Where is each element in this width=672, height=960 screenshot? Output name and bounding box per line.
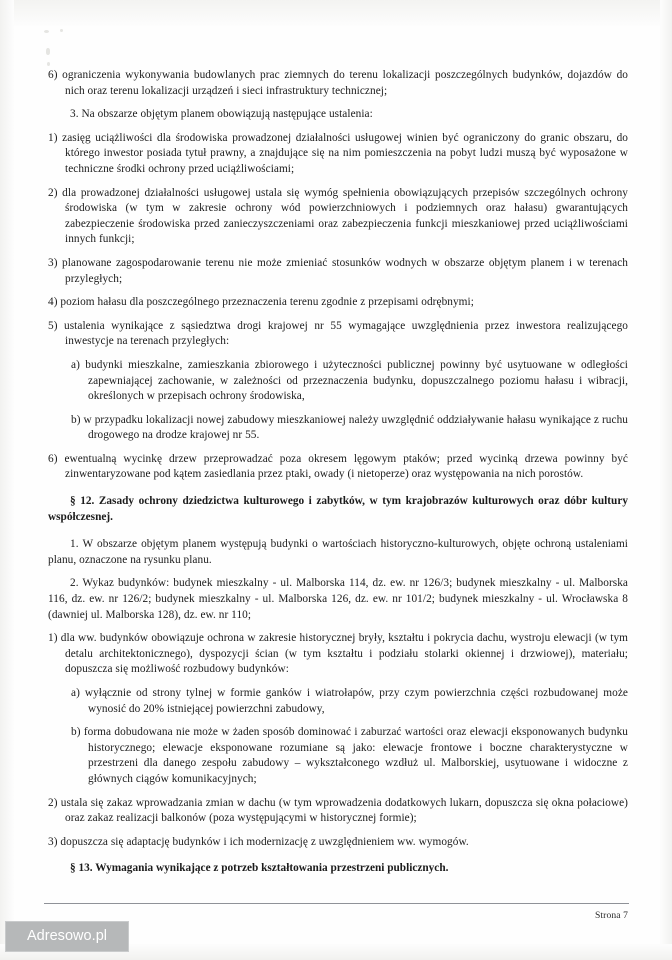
- section-heading-par-12: § 12. Zasady ochrony dziedzictwa kulturowego i zabytków, w tym krajobrazów kulturowych oraz dóbr kultury współczesnej.: [48, 495, 628, 523]
- scan-speck: [46, 48, 50, 55]
- document-text-body: [48, 68, 628, 885]
- paragraph: 2) dla prowadzonej działalności usługowej ustala się wymóg spełnienia obowiązujących przepisów szczególnych ochrony środowiska (w tym w zakresie ochrony wód powierzchniowych i podziemnych oraz hałasu) gwarantujących zabezpieczenie środowiska przed zanieczyszczeniami oraz zabezpieczenia funkcji mieszkaniowej przed uciążliwościami innych funkcji;: [48, 186, 628, 246]
- section-heading-par-13: § 13. Wymagania wynikające z potrzeb kształtowania przestrzeni publicznych.: [70, 862, 449, 875]
- scan-edge-left: [0, 0, 14, 960]
- paragraph: 4) poziom hałasu dla poszczególnego przeznaczenia terenu zgodnie z przepisami odrębnymi;: [48, 296, 474, 309]
- paragraph: a) wyłącznie od strony tylnej w formie ganków i wiatrołapów, przy czym powierzchnia części rozbudowanej może wynosić do 20% istniejącej powierzchni zabudowy,: [71, 687, 628, 715]
- paragraph: 6) ograniczenia wykonywania budowlanych prac ziemnych do terenu lokalizacji poszczególnych budynków, dojazdów do nich oraz terenu lokalizacji urządzeń i sieci infrastruktury technicznej;: [48, 69, 628, 97]
- paragraph: 1) zasięg uciążliwości dla środowiska prowadzonej działalności usługowej winien być ograniczony do granic obszaru, do którego inwestor posiada tytuł prawny, a znajdujące się na nim pomieszczenia na pobyt ludzi muszą być wyposażone w techniczne środki ochrony przed uciążliwościami;: [48, 131, 628, 175]
- scan-edge-right: [660, 0, 672, 960]
- paragraph: b) forma dobudowana nie może w żaden sposób dominować i zaburzać wartości oraz elewacji eksponowanych budynku historycznego; elewacje eksponowane rozumiane są jako: elewacje frontowe i boczne charakterystyczne w przestrzeni dla danego zespołu zabudowy – wykształconego wzdłuż ul. Malborskiej, usytuowane i widoczne z głównych ciągów komunikacyjnych;: [71, 726, 628, 785]
- paragraph: a) budynki mieszkalne, zamieszkania zbiorowego i użyteczności publicznej powinny być usytuowane w odległości zapewniającej zachowanie, w zależności od przeznaczenia budynku, dopuszczalnego poziomu hałasu i wibracji, określonych w przepisach ochrony środowiska,: [71, 358, 628, 403]
- paragraph: 5) ustalenia wynikające z sąsiedztwa drogi krajowej nr 55 wymagające uwzględnienia przez inwestora realizującego inwestycje na terenach przyległych:: [48, 319, 628, 348]
- scan-edge-top: [0, 0, 672, 26]
- paragraph: b) w przypadku lokalizacji nowej zabudowy mieszkaniowej należy uwzględnić oddziaływanie hałasu wynikające z ruchu drogowego na drodze krajowej nr 55.: [71, 413, 628, 442]
- watermark-label: Adresowo.pl: [26, 928, 108, 945]
- watermark-badge: [5, 921, 129, 952]
- scan-speck: [47, 62, 50, 66]
- paragraph: 1) dla ww. budynków obowiązuje ochrona w zakresie historycznej bryły, kształtu i pokrycia dachu, wystroju elewacji (w tym detalu architektonicznego), dyspozycji ścian (w tym kształtu i podziału stolarki okiennej i drzwiowej), materiału; dopuszcza się możliwość rozbudowy budynków:: [48, 632, 628, 676]
- paragraph: 3. Na obszarze objętym planem obowiązują następujące ustalenia:: [70, 108, 373, 121]
- scan-speck: [44, 30, 49, 33]
- paragraph: 3) planowane zagospodarowanie terenu nie może zmieniać stosunków wodnych w obszarze objętym planem i w terenach przyległych;: [48, 256, 628, 285]
- paragraph: 2. Wykaz budynków: budynek mieszkalny - ul. Malborska 114, dz. ew. nr 126/3; budynek mieszkalny - ul. Malborska 116, dz. ew. nr 126/2; budynek mieszkalny - ul. Malborska 126, dz. ew. nr 101/2; budynek mieszkalny - ul. Wrocławska 8 (dawniej ul. Malborska 128), dz. ew. nr 110;: [48, 577, 628, 621]
- page-number: Strona 7: [594, 910, 628, 921]
- footer-divider: [44, 903, 629, 904]
- paragraph: 1. W obszarze objętym planem występują budynki o wartościach historyczno-kulturowych, objęte ochroną ustaleniami planu, oznaczone na rysunku planu.: [48, 538, 628, 566]
- scan-speck: [60, 29, 63, 32]
- paragraph: 6) ewentualną wycinkę drzew przeprowadzać poza okresem lęgowym ptaków; przed wycinką drzewa powinny być zinwentaryzowane pod kątem zasiedlania przez ptaki, owady (i nietoperze) oraz występowania na nich porostów.: [48, 452, 628, 481]
- paragraph: 2) ustala się zakaz wprowadzania zmian w dachu (w tym wprowadzenia dodatkowych lukarn, dopuszcza się okna połaciowe) oraz zakaz realizacji balkonów (poza występującymi w historycznej formie);: [48, 796, 628, 825]
- paragraph: 3) dopuszcza się adaptację budynków i ich modernizację z uwzględnieniem ww. wymogów.: [48, 835, 469, 848]
